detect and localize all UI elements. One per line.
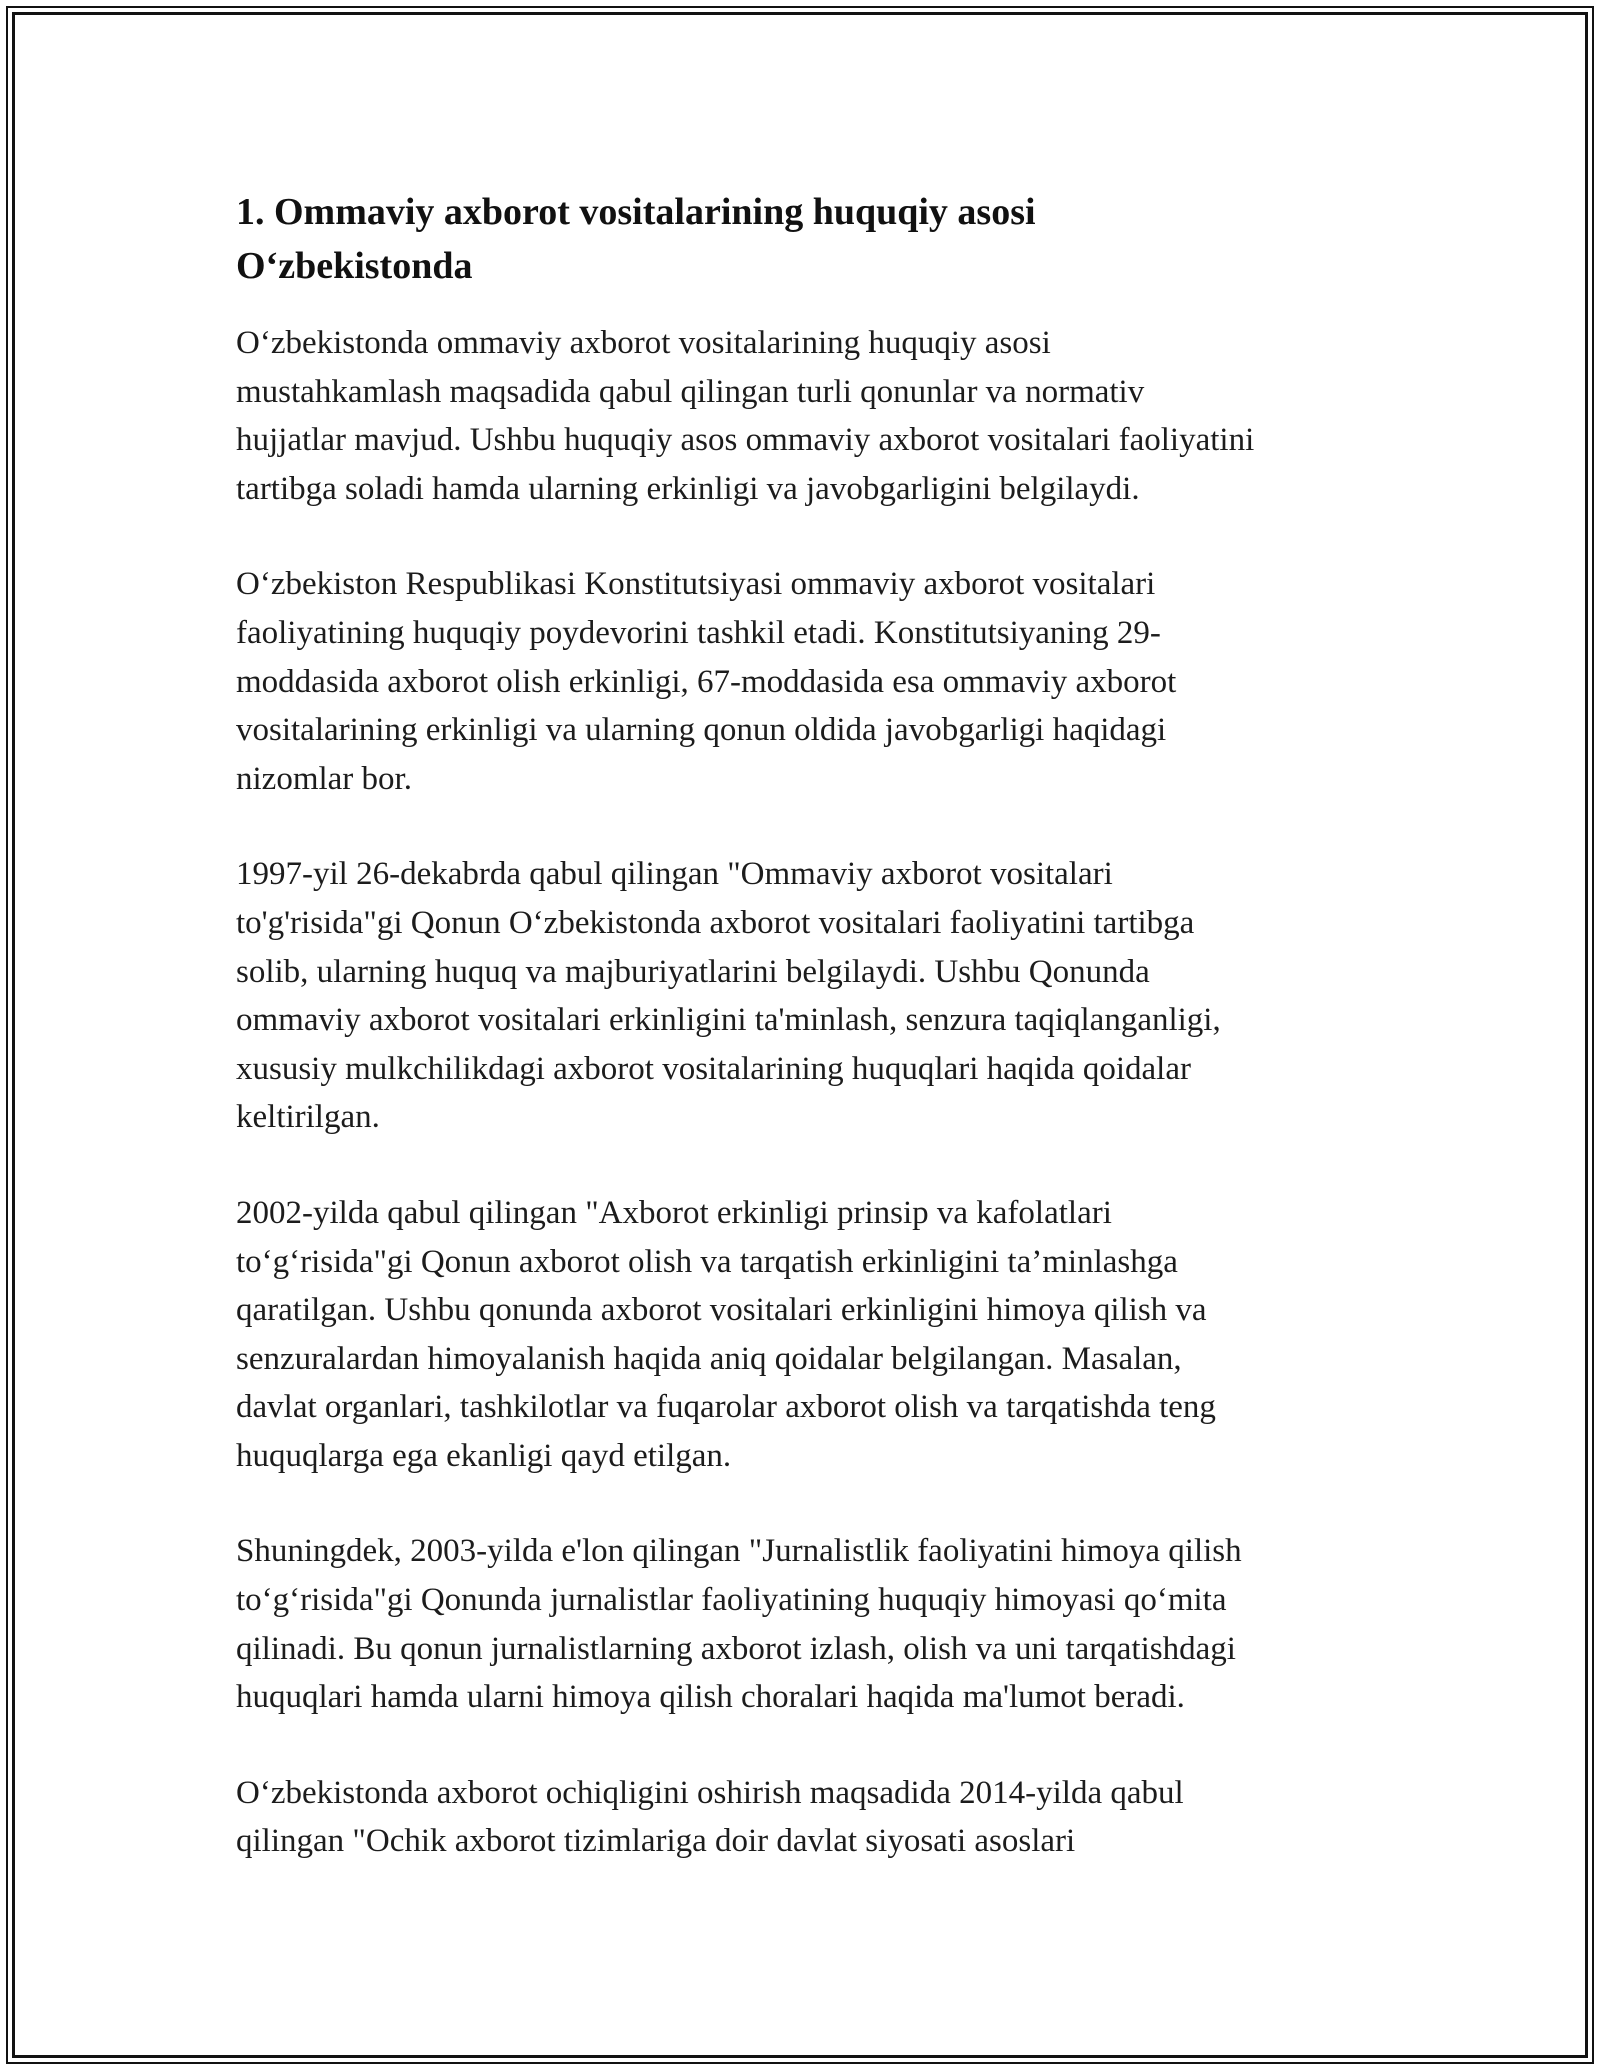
text-line: Shuningdek, 2003-yilda e'lon qilingan "Jurnalistlik faoliyatini himoya qilish xyxy=(236,1533,1242,1570)
text-line: to‘g‘risida"gi Qonunda jurnalistlar faoliyatining huquqiy himoyasi qo‘mita xyxy=(236,1582,1227,1619)
text-line: O‘zbekistonda ommaviy axborot vositalarining huquqiy asosi xyxy=(236,325,1051,361)
text-line: O‘zbekiston Respublikasi Konstitutsiyasi ommaviy axborot vositalari xyxy=(236,566,1156,603)
paragraph-2003-law xyxy=(236,1527,1376,1721)
paragraph-1997-law xyxy=(236,850,1376,1142)
text-line: solib, ularning huquq va majburiyatlarini belgilaydi. Ushbu Qonunda xyxy=(236,953,1150,990)
document-content xyxy=(236,185,1376,1913)
text-line: qilingan "Ochik axborot tizimlariga doir davlat siyosati asoslari xyxy=(236,1823,1076,1860)
section-title xyxy=(236,185,1376,293)
paragraph-constitution xyxy=(236,560,1376,803)
text-line: O‘zbekistonda axborot ochiqligini oshirish maqsadida 2014-yilda qabul xyxy=(236,1774,1184,1811)
text-line: huquqlarga ega ekanligi qayd etilgan. xyxy=(236,1437,732,1474)
text-line: faoliyatining huquqiy poydevorini tashkil etadi. Konstitutsiyaning 29- xyxy=(236,614,1161,651)
text-line: keltirilgan. xyxy=(236,1099,380,1136)
text-line: senzuralardan himoyalanish haqida aniq qoidalar belgilangan. Masalan, xyxy=(236,1340,1182,1377)
text-line: qaratilgan. Ushbu qonunda axborot vositalari erkinligini himoya qilish va xyxy=(236,1292,1207,1329)
text-line: moddasida axborot olish erkinligi, 67-moddasida esa ommaviy axborot xyxy=(236,663,1177,700)
paragraph-legal-basis-intro xyxy=(236,319,1376,513)
text-line: qilinadi. Bu qonun jurnalistlarning axborot izlash, olish va uni tarqatishdagi xyxy=(236,1630,1236,1667)
text-line: mustahkamlash maqsadida qabul qilingan turli qonunlar va normativ xyxy=(236,373,1145,410)
paragraph-2002-law xyxy=(236,1189,1376,1481)
text-line: hujjatlar mavjud. Ushbu huquqiy asos ommaviy axborot vositalari faoliyatini xyxy=(236,422,1255,459)
text-line: to‘g‘risida"gi Qonun axborot olish va tarqatish erkinligini ta’minlashga xyxy=(236,1243,1178,1280)
text-line: tartibga soladi hamda ularning erkinligi va javobgarligini belgilaydi. xyxy=(236,470,1140,507)
section-title-line: 1. Ommaviy axborot vositalarining huquqiy asosi xyxy=(236,191,1036,233)
text-line: ommaviy axborot vositalari erkinligini ta'minlash, senzura taqiqlanganligi, xyxy=(236,1002,1221,1039)
text-line: xususiy mulkchilikdagi axborot vositalarining huquqlari haqida qoidalar xyxy=(236,1050,1191,1087)
text-line: vositalarining erkinligi va ularning qonun oldida javobgarligi haqidagi xyxy=(236,712,1167,749)
section-title-line: O‘zbekistonda xyxy=(236,245,473,287)
text-line: nizomlar bor. xyxy=(236,760,412,797)
paragraph-2014-law xyxy=(236,1769,1376,1866)
text-line: to'g'risida"gi Qonun O‘zbekistonda axborot vositalari faoliyatini tartibga xyxy=(236,904,1195,941)
text-line: davlat organlari, tashkilotlar va fuqarolar axborot olish va tarqatishda teng xyxy=(236,1389,1216,1426)
text-line: 1997-yil 26-dekabrda qabul qilingan "Ommaviy axborot vositalari xyxy=(236,856,1113,893)
text-line: huquqlari hamda ularni himoya qilish choralari haqida ma'lumot beradi. xyxy=(236,1679,1185,1716)
text-line: 2002-yilda qabul qilingan "Axborot erkinligi prinsip va kafolatlari xyxy=(236,1194,1112,1231)
